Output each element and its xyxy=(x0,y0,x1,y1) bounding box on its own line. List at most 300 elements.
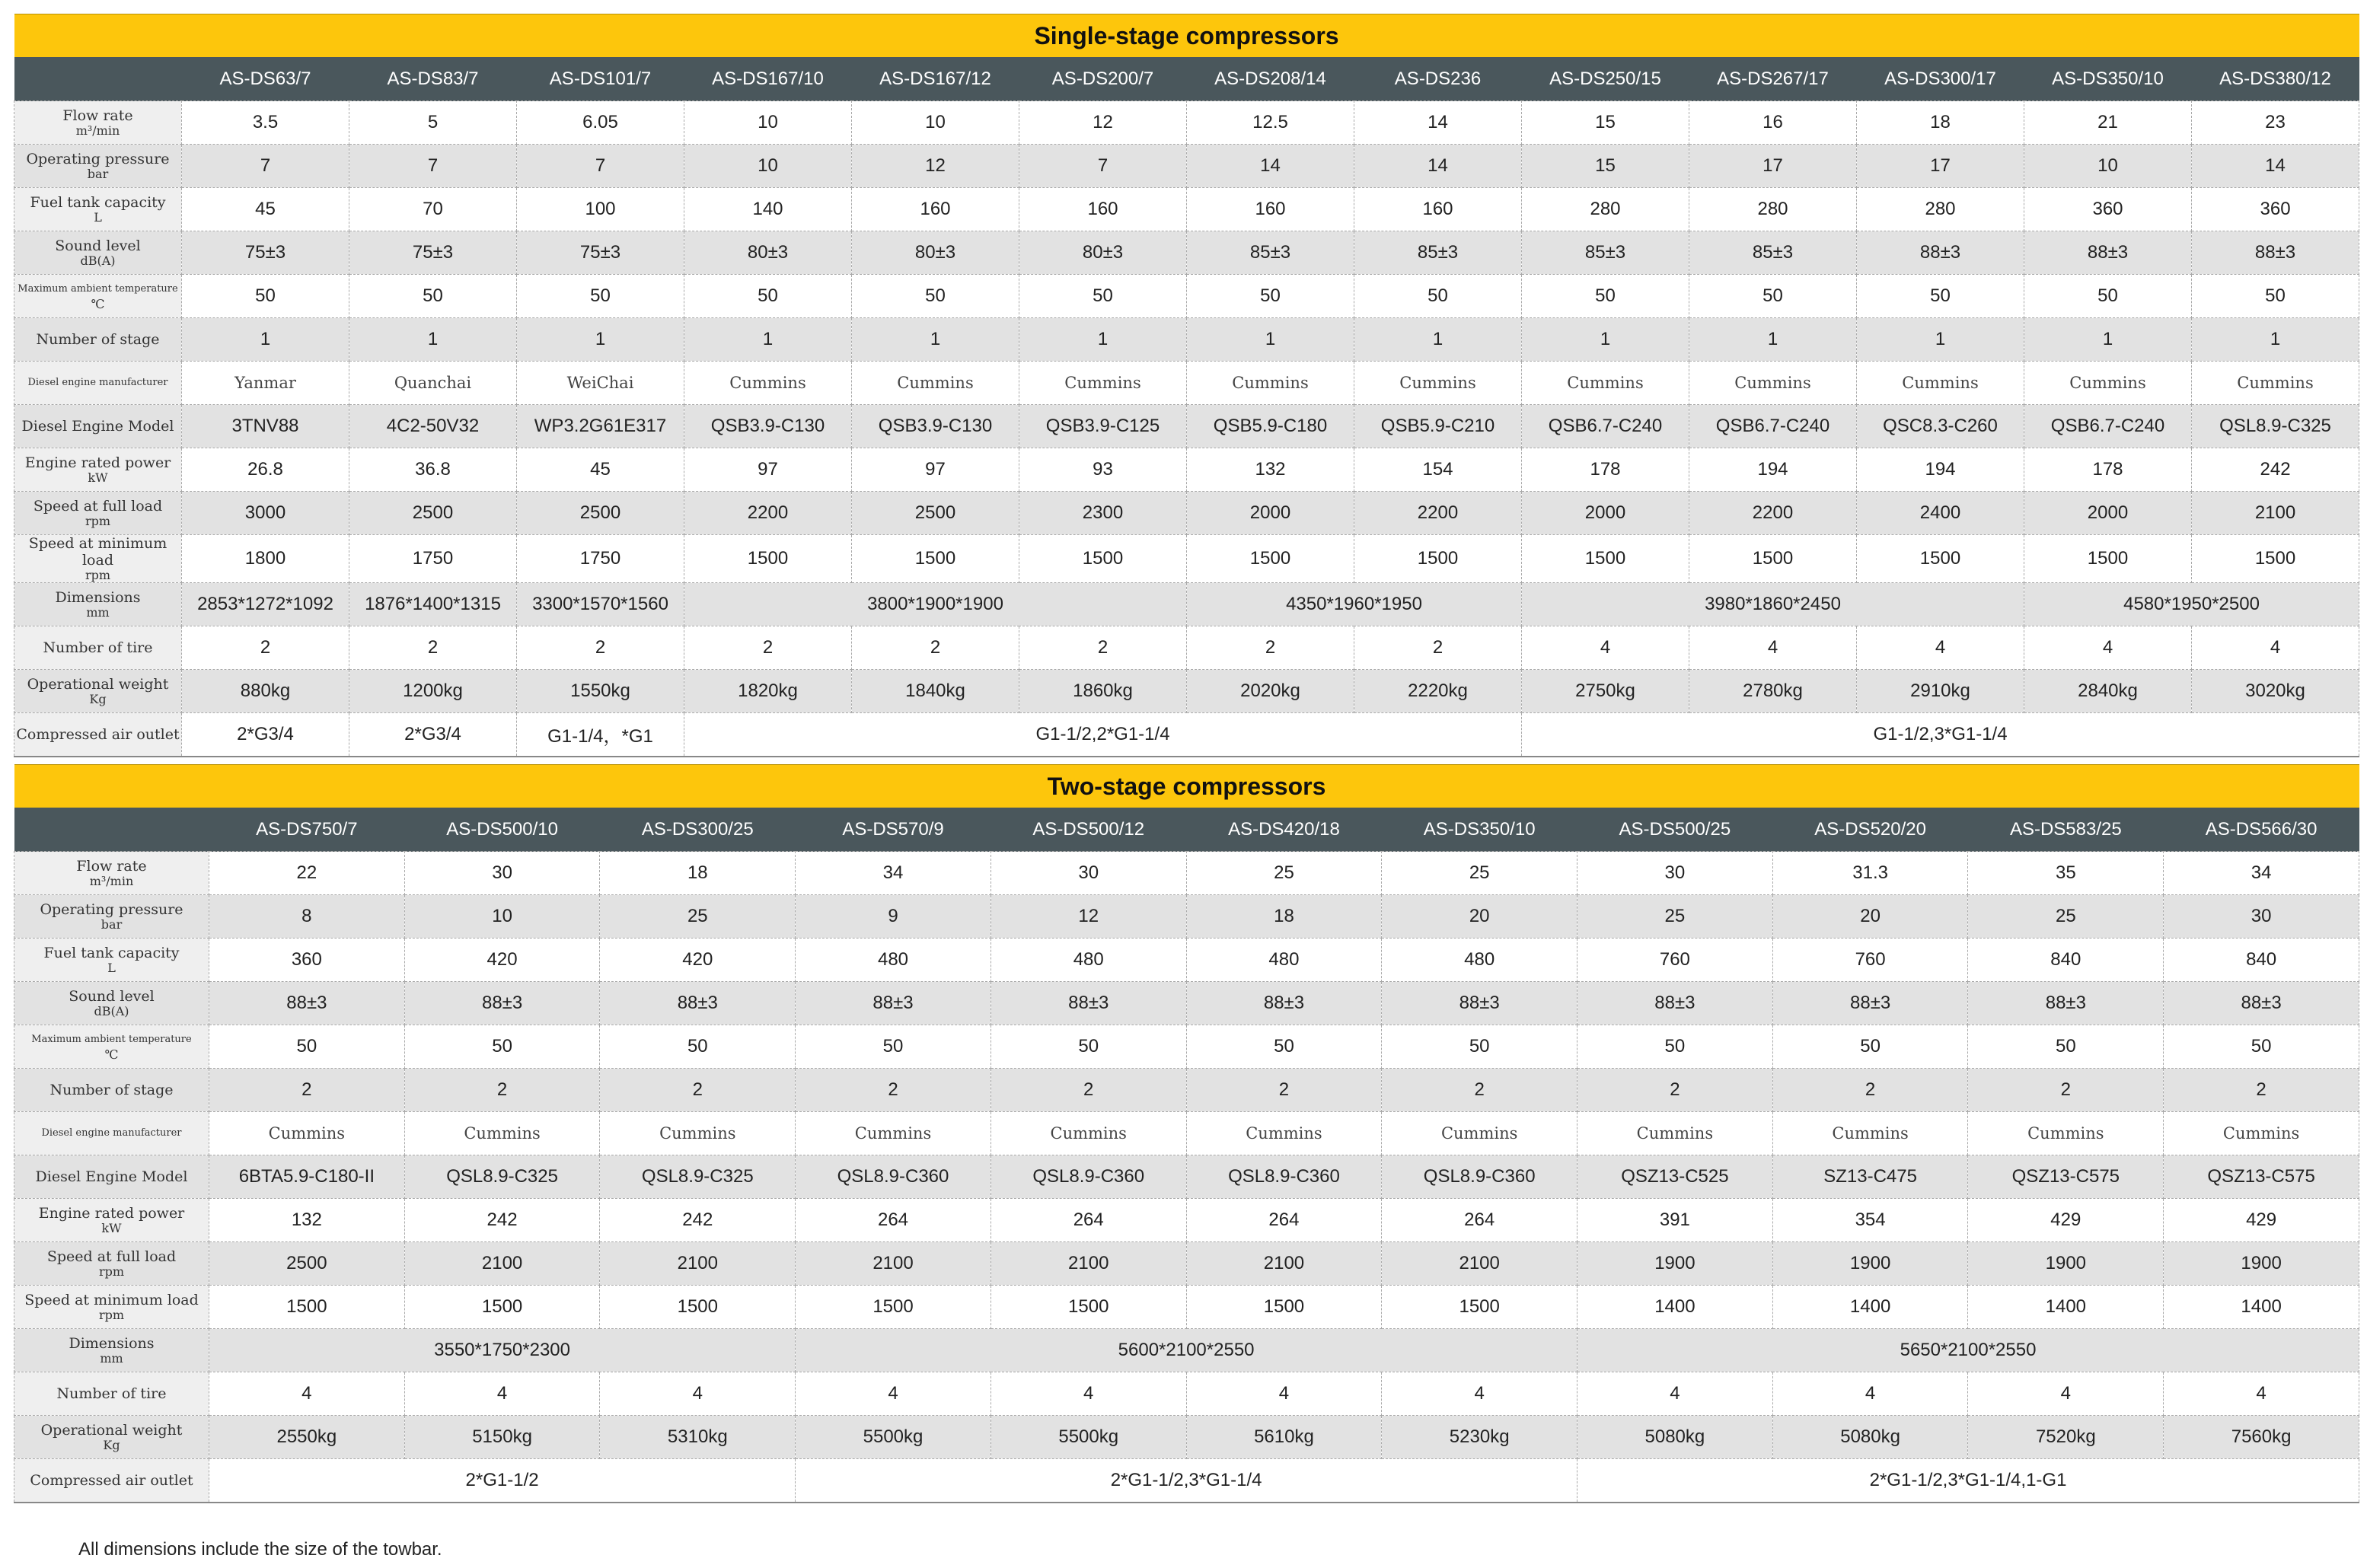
spec-cell: 50 xyxy=(1857,275,2024,318)
spec-cell: Cummins xyxy=(852,362,1019,405)
spec-cell: 10 xyxy=(2024,145,2192,188)
spec-cell: 1500 xyxy=(684,535,852,583)
row-label-text: Diesel engine manufacturer xyxy=(41,1127,182,1139)
spec-cell: 1 xyxy=(1689,318,1857,362)
spec-cell: QSB5.9-C180 xyxy=(1187,405,1354,448)
spec-row-flow-rate xyxy=(14,852,2359,895)
spec-cell: 50 xyxy=(1382,1025,1577,1069)
spec-row-operational-weight xyxy=(14,1416,2359,1459)
spec-cell: 154 xyxy=(1354,448,1522,492)
spec-cell: 4350*1960*1950 xyxy=(1187,583,1522,626)
spec-cell: QSB5.9-C210 xyxy=(1354,405,1522,448)
spec-cell: QSL8.9-C360 xyxy=(991,1155,1186,1199)
spec-cell: Cummins xyxy=(1968,1112,2164,1155)
spec-cell: QSL8.9-C325 xyxy=(2192,405,2359,448)
spec-row-operational-weight xyxy=(14,670,2359,713)
row-label-text: Flow rate xyxy=(62,107,133,124)
row-label xyxy=(14,852,209,895)
spec-cell: 2200 xyxy=(684,492,852,535)
spec-cell: 15 xyxy=(1522,145,1689,188)
spec-cell: 1 xyxy=(1187,318,1354,362)
spec-cell: 12 xyxy=(1019,101,1187,145)
row-label xyxy=(14,1372,209,1416)
row-label-text: Dimensions xyxy=(69,1335,155,1352)
row-label xyxy=(14,275,182,318)
spec-cell: 50 xyxy=(1019,275,1187,318)
spec-cell: G1-1/2,2*G1-1/4 xyxy=(684,713,1522,757)
spec-cell: 2 xyxy=(1019,626,1187,670)
spec-cell: 2100 xyxy=(796,1242,991,1286)
spec-cell: 178 xyxy=(2024,448,2192,492)
row-unit: Kg xyxy=(103,1438,120,1452)
spec-row-number-of-tire xyxy=(14,626,2359,670)
spec-row-compressed-air-outlet xyxy=(14,1459,2359,1503)
row-label xyxy=(14,492,182,535)
spec-cell: 4 xyxy=(2024,626,2192,670)
spec-cell: 2750kg xyxy=(1522,670,1689,713)
spec-cell: 85±3 xyxy=(1354,231,1522,275)
spec-cell: G1-1/2,3*G1-1/4 xyxy=(1522,713,2359,757)
spec-cell: 23 xyxy=(2192,101,2359,145)
model-header: AS-DS250/15 xyxy=(1522,57,1689,101)
spec-cell: 100 xyxy=(517,188,684,231)
spec-cell: Cummins xyxy=(600,1112,796,1155)
spec-cell: 25 xyxy=(1382,852,1577,895)
spec-cell: 1400 xyxy=(1577,1286,1773,1329)
spec-cell: 480 xyxy=(1382,939,1577,982)
spec-cell: 2100 xyxy=(600,1242,796,1286)
spec-cell: 2*G1-1/2,3*G1-1/4 xyxy=(796,1459,1577,1503)
spec-cell: 2 xyxy=(1968,1069,2164,1112)
spec-cell: 2020kg xyxy=(1187,670,1354,713)
row-unit: kW xyxy=(101,1221,122,1235)
spec-cell: 1800 xyxy=(182,535,349,583)
spec-cell: 50 xyxy=(796,1025,991,1069)
row-label-text: Operational weight xyxy=(27,676,169,693)
model-header: AS-DS300/25 xyxy=(600,808,796,852)
spec-cell: 50 xyxy=(1689,275,1857,318)
row-label-text: Diesel Engine Model xyxy=(21,418,174,435)
spec-cell: 420 xyxy=(600,939,796,982)
spec-cell: Cummins xyxy=(209,1112,405,1155)
spec-cell: 31.3 xyxy=(1772,852,1968,895)
row-unit: L xyxy=(94,210,102,225)
spec-cell: 132 xyxy=(209,1199,405,1242)
single-stage-model-header xyxy=(14,57,2359,101)
spec-row-speed-at-full-load xyxy=(14,1242,2359,1286)
spec-cell: 160 xyxy=(1354,188,1522,231)
spec-cell: 4 xyxy=(1577,1372,1773,1416)
spec-cell: 2 xyxy=(600,1069,796,1112)
spec-cell: 1876*1400*1315 xyxy=(349,583,517,626)
spec-cell: 88±3 xyxy=(2024,231,2192,275)
model-header: AS-DS167/10 xyxy=(684,57,852,101)
spec-cell: 1550kg xyxy=(517,670,684,713)
spec-cell: 242 xyxy=(404,1199,600,1242)
model-header: AS-DS750/7 xyxy=(209,808,405,852)
spec-cell: 2 xyxy=(796,1069,991,1112)
spec-cell: 1500 xyxy=(2024,535,2192,583)
spec-cell: QSB3.9-C130 xyxy=(852,405,1019,448)
row-label-text: Fuel tank capacity xyxy=(30,194,166,211)
spec-cell: 2100 xyxy=(1382,1242,1577,1286)
spec-cell: 264 xyxy=(1186,1199,1382,1242)
row-label xyxy=(14,1459,209,1503)
spec-cell: 5500kg xyxy=(991,1416,1186,1459)
spec-cell: 280 xyxy=(1857,188,2024,231)
spec-cell: 5150kg xyxy=(404,1416,600,1459)
spec-cell: QSL8.9-C360 xyxy=(1382,1155,1577,1199)
row-label xyxy=(14,318,182,362)
spec-cell: 2200 xyxy=(1689,492,1857,535)
spec-cell: 50 xyxy=(1354,275,1522,318)
spec-cell: 420 xyxy=(404,939,600,982)
spec-cell: 50 xyxy=(2164,1025,2359,1069)
spec-cell: 1500 xyxy=(1522,535,1689,583)
spec-cell: 160 xyxy=(852,188,1019,231)
spec-cell: 4 xyxy=(1857,626,2024,670)
spec-cell: 30 xyxy=(991,852,1186,895)
spec-cell: 88±3 xyxy=(991,982,1186,1025)
spec-cell: 50 xyxy=(349,275,517,318)
spec-cell: Yanmar xyxy=(182,362,349,405)
spec-cell: QSC8.3-C260 xyxy=(1857,405,2024,448)
row-label-text: Operational weight xyxy=(40,1422,183,1439)
spec-cell: 8 xyxy=(209,895,405,939)
spec-cell: QSB6.7-C240 xyxy=(1522,405,1689,448)
spec-cell: 4580*1950*2500 xyxy=(2024,583,2359,626)
spec-cell: 2100 xyxy=(404,1242,600,1286)
spec-cell: 1500 xyxy=(1019,535,1187,583)
spec-cell: 4 xyxy=(1689,626,1857,670)
spec-cell: 14 xyxy=(2192,145,2359,188)
spec-cell: 75±3 xyxy=(517,231,684,275)
spec-row-engine-rated-power xyxy=(14,448,2359,492)
spec-cell: 4 xyxy=(2192,626,2359,670)
spec-cell: 34 xyxy=(2164,852,2359,895)
spec-cell: 2 xyxy=(2164,1069,2359,1112)
spec-cell: 2 xyxy=(852,626,1019,670)
spec-row-diesel-engine-manufacturer xyxy=(14,362,2359,405)
row-unit: dB(A) xyxy=(94,1004,129,1018)
spec-cell: 1500 xyxy=(796,1286,991,1329)
spec-cell: 480 xyxy=(991,939,1186,982)
spec-cell: 360 xyxy=(209,939,405,982)
spec-cell: Quanchai xyxy=(349,362,517,405)
row-label-text: Compressed air outlet xyxy=(30,1471,193,1489)
spec-cell: 6.05 xyxy=(517,101,684,145)
spec-cell: 18 xyxy=(1186,895,1382,939)
spec-cell: 50 xyxy=(1772,1025,1968,1069)
spec-cell: 4 xyxy=(600,1372,796,1416)
spec-cell: 75±3 xyxy=(182,231,349,275)
spec-cell: 5310kg xyxy=(600,1416,796,1459)
spec-cell: 4 xyxy=(991,1372,1186,1416)
spec-cell: 88±3 xyxy=(209,982,405,1025)
spec-cell: 2780kg xyxy=(1689,670,1857,713)
spec-cell: 1500 xyxy=(600,1286,796,1329)
row-label-text: Engine rated power xyxy=(24,454,171,471)
spec-cell: 50 xyxy=(991,1025,1186,1069)
spec-cell: 2*G3/4 xyxy=(349,713,517,757)
spec-cell: 2853*1272*1092 xyxy=(182,583,349,626)
spec-cell: 2 xyxy=(684,626,852,670)
model-header: AS-DS101/7 xyxy=(517,57,684,101)
spec-cell: 4 xyxy=(209,1372,405,1416)
row-label-text: Speed at full load xyxy=(46,1248,177,1265)
spec-cell: QSB3.9-C130 xyxy=(684,405,852,448)
spec-cell: 14 xyxy=(1187,145,1354,188)
spec-row-dimensions xyxy=(14,1329,2359,1372)
spec-cell: 93 xyxy=(1019,448,1187,492)
spec-cell: 88±3 xyxy=(404,982,600,1025)
spec-cell: 2 xyxy=(991,1069,1186,1112)
spec-cell: 2500 xyxy=(852,492,1019,535)
spec-row-diesel-engine-model xyxy=(14,405,2359,448)
row-label-text: Speed at minimum load xyxy=(24,1292,199,1308)
towbar-note: All dimensions include the size of the towbar. xyxy=(78,1539,442,1560)
spec-cell: 2 xyxy=(349,626,517,670)
spec-cell: 1 xyxy=(684,318,852,362)
spec-cell: Cummins xyxy=(2192,362,2359,405)
spec-row-maximum-ambient-temperature xyxy=(14,275,2359,318)
spec-cell: 22 xyxy=(209,852,405,895)
spec-cell: Cummins xyxy=(684,362,852,405)
spec-cell: QSL8.9-C325 xyxy=(600,1155,796,1199)
spec-cell: Cummins xyxy=(404,1112,600,1155)
spec-row-fuel-tank-capacity xyxy=(14,939,2359,982)
spec-cell: 429 xyxy=(2164,1199,2359,1242)
spec-cell: 97 xyxy=(852,448,1019,492)
spec-row-speed-at-minimum-load xyxy=(14,1286,2359,1329)
spec-cell: 1400 xyxy=(1968,1286,2164,1329)
spec-cell: 85±3 xyxy=(1187,231,1354,275)
row-label xyxy=(14,405,182,448)
spec-cell: 88±3 xyxy=(796,982,991,1025)
row-label xyxy=(14,448,182,492)
spec-cell: 34 xyxy=(796,852,991,895)
spec-cell: 2 xyxy=(404,1069,600,1112)
spec-cell: 4 xyxy=(2164,1372,2359,1416)
spec-cell: 50 xyxy=(684,275,852,318)
spec-cell: 18 xyxy=(1857,101,2024,145)
spec-cell: WeiChai xyxy=(517,362,684,405)
spec-cell: 2 xyxy=(1772,1069,1968,1112)
spec-cell: 160 xyxy=(1019,188,1187,231)
row-unit: mm xyxy=(86,605,110,620)
spec-cell: 1900 xyxy=(1772,1242,1968,1286)
spec-cell: 880kg xyxy=(182,670,349,713)
spec-cell: 88±3 xyxy=(1772,982,1968,1025)
spec-cell: 1500 xyxy=(1186,1286,1382,1329)
spec-cell: 2550kg xyxy=(209,1416,405,1459)
spec-cell: 1500 xyxy=(2192,535,2359,583)
spec-cell: 17 xyxy=(1857,145,2024,188)
spec-cell: 50 xyxy=(1968,1025,2164,1069)
row-label xyxy=(14,895,209,939)
spec-cell: 25 xyxy=(1577,895,1773,939)
spec-cell: 88±3 xyxy=(1382,982,1577,1025)
spec-cell: 178 xyxy=(1522,448,1689,492)
row-label xyxy=(14,1329,209,1372)
row-unit: ℃ xyxy=(91,297,105,311)
spec-cell: 1500 xyxy=(209,1286,405,1329)
spec-cell: 2000 xyxy=(1187,492,1354,535)
row-label-text: Engine rated power xyxy=(38,1205,185,1222)
row-unit: mm xyxy=(100,1351,123,1366)
model-header: AS-DS63/7 xyxy=(182,57,349,101)
spec-row-sound-level xyxy=(14,231,2359,275)
row-unit: bar xyxy=(100,917,123,932)
two-stage-table xyxy=(14,764,2359,1503)
row-label xyxy=(14,583,182,626)
spec-cell: 3300*1570*1560 xyxy=(517,583,684,626)
spec-cell: 16 xyxy=(1689,101,1857,145)
spec-row-operating-pressure xyxy=(14,145,2359,188)
spec-cell: 97 xyxy=(684,448,852,492)
spec-cell: 35 xyxy=(1968,852,2164,895)
spec-cell: 2000 xyxy=(2024,492,2192,535)
row-label xyxy=(14,713,182,757)
spec-cell: 391 xyxy=(1577,1199,1773,1242)
row-unit: rpm xyxy=(98,1308,125,1322)
spec-cell: 30 xyxy=(2164,895,2359,939)
spec-cell: 1900 xyxy=(2164,1242,2359,1286)
single-stage-title: Single-stage compressors xyxy=(14,14,2359,58)
model-header: AS-DS500/12 xyxy=(991,808,1186,852)
spec-cell: 10 xyxy=(684,101,852,145)
spec-cell: 2 xyxy=(1382,1069,1577,1112)
spec-cell: 160 xyxy=(1187,188,1354,231)
spec-cell: 4C2-50V32 xyxy=(349,405,517,448)
spec-cell: 2400 xyxy=(1857,492,2024,535)
spec-cell: 70 xyxy=(349,188,517,231)
spec-cell: 4 xyxy=(1968,1372,2164,1416)
spec-cell: 2 xyxy=(1186,1069,1382,1112)
spec-cell: 1500 xyxy=(991,1286,1186,1329)
spec-cell: SZ13-C475 xyxy=(1772,1155,1968,1199)
row-label-text: Sound level xyxy=(69,988,155,1005)
spec-cell: 1400 xyxy=(2164,1286,2359,1329)
spec-cell: 1500 xyxy=(1689,535,1857,583)
spec-cell: 30 xyxy=(1577,852,1773,895)
spec-cell: 88±3 xyxy=(1857,231,2024,275)
spec-cell: QSL8.9-C360 xyxy=(1186,1155,1382,1199)
spec-cell: 18 xyxy=(600,852,796,895)
model-header: AS-DS350/10 xyxy=(2024,57,2192,101)
spec-cell: 2 xyxy=(209,1069,405,1112)
spec-cell: 7 xyxy=(182,145,349,188)
model-header: AS-DS300/17 xyxy=(1857,57,2024,101)
model-header: AS-DS236 xyxy=(1354,57,1522,101)
spec-cell: 50 xyxy=(182,275,349,318)
spec-cell: 132 xyxy=(1187,448,1354,492)
spec-cell: 760 xyxy=(1772,939,1968,982)
spec-cell: Cummins xyxy=(1689,362,1857,405)
row-label-text: Maximum ambient temperature xyxy=(18,283,178,295)
spec-cell: 840 xyxy=(2164,939,2359,982)
spec-cell: 1860kg xyxy=(1019,670,1187,713)
row-label-text: Maximum ambient temperature xyxy=(31,1034,192,1045)
model-header: AS-DS208/14 xyxy=(1187,57,1354,101)
row-unit: rpm xyxy=(98,1264,125,1279)
spec-row-flow-rate xyxy=(14,101,2359,145)
two-stage-body xyxy=(14,852,2359,1503)
spec-cell: 36.8 xyxy=(349,448,517,492)
spec-cell: 21 xyxy=(2024,101,2192,145)
spec-cell: 2*G3/4 xyxy=(182,713,349,757)
spec-cell: QSB6.7-C240 xyxy=(1689,405,1857,448)
spec-cell: 2500 xyxy=(517,492,684,535)
row-label xyxy=(14,939,209,982)
spec-cell: 75±3 xyxy=(349,231,517,275)
spec-cell: 7 xyxy=(1019,145,1187,188)
spec-cell: 50 xyxy=(1522,275,1689,318)
spec-cell: 1 xyxy=(852,318,1019,362)
spec-cell: 45 xyxy=(517,448,684,492)
spec-cell: 264 xyxy=(1382,1199,1577,1242)
spec-row-diesel-engine-manufacturer xyxy=(14,1112,2359,1155)
spec-row-fuel-tank-capacity xyxy=(14,188,2359,231)
spec-cell: 2000 xyxy=(1522,492,1689,535)
spec-cell: WP3.2G61E317 xyxy=(517,405,684,448)
model-header: AS-DS500/25 xyxy=(1577,808,1773,852)
spec-cell: QSL8.9-C360 xyxy=(796,1155,991,1199)
spec-cell: 4 xyxy=(404,1372,600,1416)
row-label xyxy=(14,1155,209,1199)
spec-cell: 5080kg xyxy=(1577,1416,1773,1459)
spec-cell: 1 xyxy=(517,318,684,362)
spec-cell: 5650*2100*2550 xyxy=(1577,1329,2359,1372)
row-label xyxy=(14,145,182,188)
spec-cell: 4 xyxy=(796,1372,991,1416)
spec-cell: QSB3.9-C125 xyxy=(1019,405,1187,448)
spec-cell: 360 xyxy=(2024,188,2192,231)
spec-cell: 6BTA5.9-C180-II xyxy=(209,1155,405,1199)
spec-cell: 10 xyxy=(404,895,600,939)
spec-cell: 12 xyxy=(852,145,1019,188)
spec-row-sound-level xyxy=(14,982,2359,1025)
spec-cell: 14 xyxy=(1354,145,1522,188)
spec-cell: 354 xyxy=(1772,1199,1968,1242)
model-header: AS-DS420/18 xyxy=(1186,808,1382,852)
row-label xyxy=(14,101,182,145)
spec-cell: 30 xyxy=(404,852,600,895)
spec-cell: 242 xyxy=(2192,448,2359,492)
row-label xyxy=(14,362,182,405)
model-header: AS-DS267/17 xyxy=(1689,57,1857,101)
spec-cell: 140 xyxy=(684,188,852,231)
spec-cell: QSZ13-C575 xyxy=(1968,1155,2164,1199)
spec-cell: 2300 xyxy=(1019,492,1187,535)
spec-cell: 242 xyxy=(600,1199,796,1242)
spec-cell: 2 xyxy=(182,626,349,670)
spec-cell: 7560kg xyxy=(2164,1416,2359,1459)
row-label-text: Dimensions xyxy=(55,589,141,606)
spec-row-operating-pressure xyxy=(14,895,2359,939)
spec-cell: 17 xyxy=(1689,145,1857,188)
spec-cell: 50 xyxy=(404,1025,600,1069)
spec-cell: 88±3 xyxy=(1186,982,1382,1025)
spec-cell: Cummins xyxy=(1382,1112,1577,1155)
spec-cell: 5500kg xyxy=(796,1416,991,1459)
row-label-text: Number of tire xyxy=(43,639,153,656)
spec-cell: 10 xyxy=(852,101,1019,145)
spec-cell: 25 xyxy=(600,895,796,939)
model-header: AS-DS520/20 xyxy=(1772,808,1968,852)
spec-cell: 20 xyxy=(1772,895,1968,939)
spec-cell: 50 xyxy=(1577,1025,1773,1069)
